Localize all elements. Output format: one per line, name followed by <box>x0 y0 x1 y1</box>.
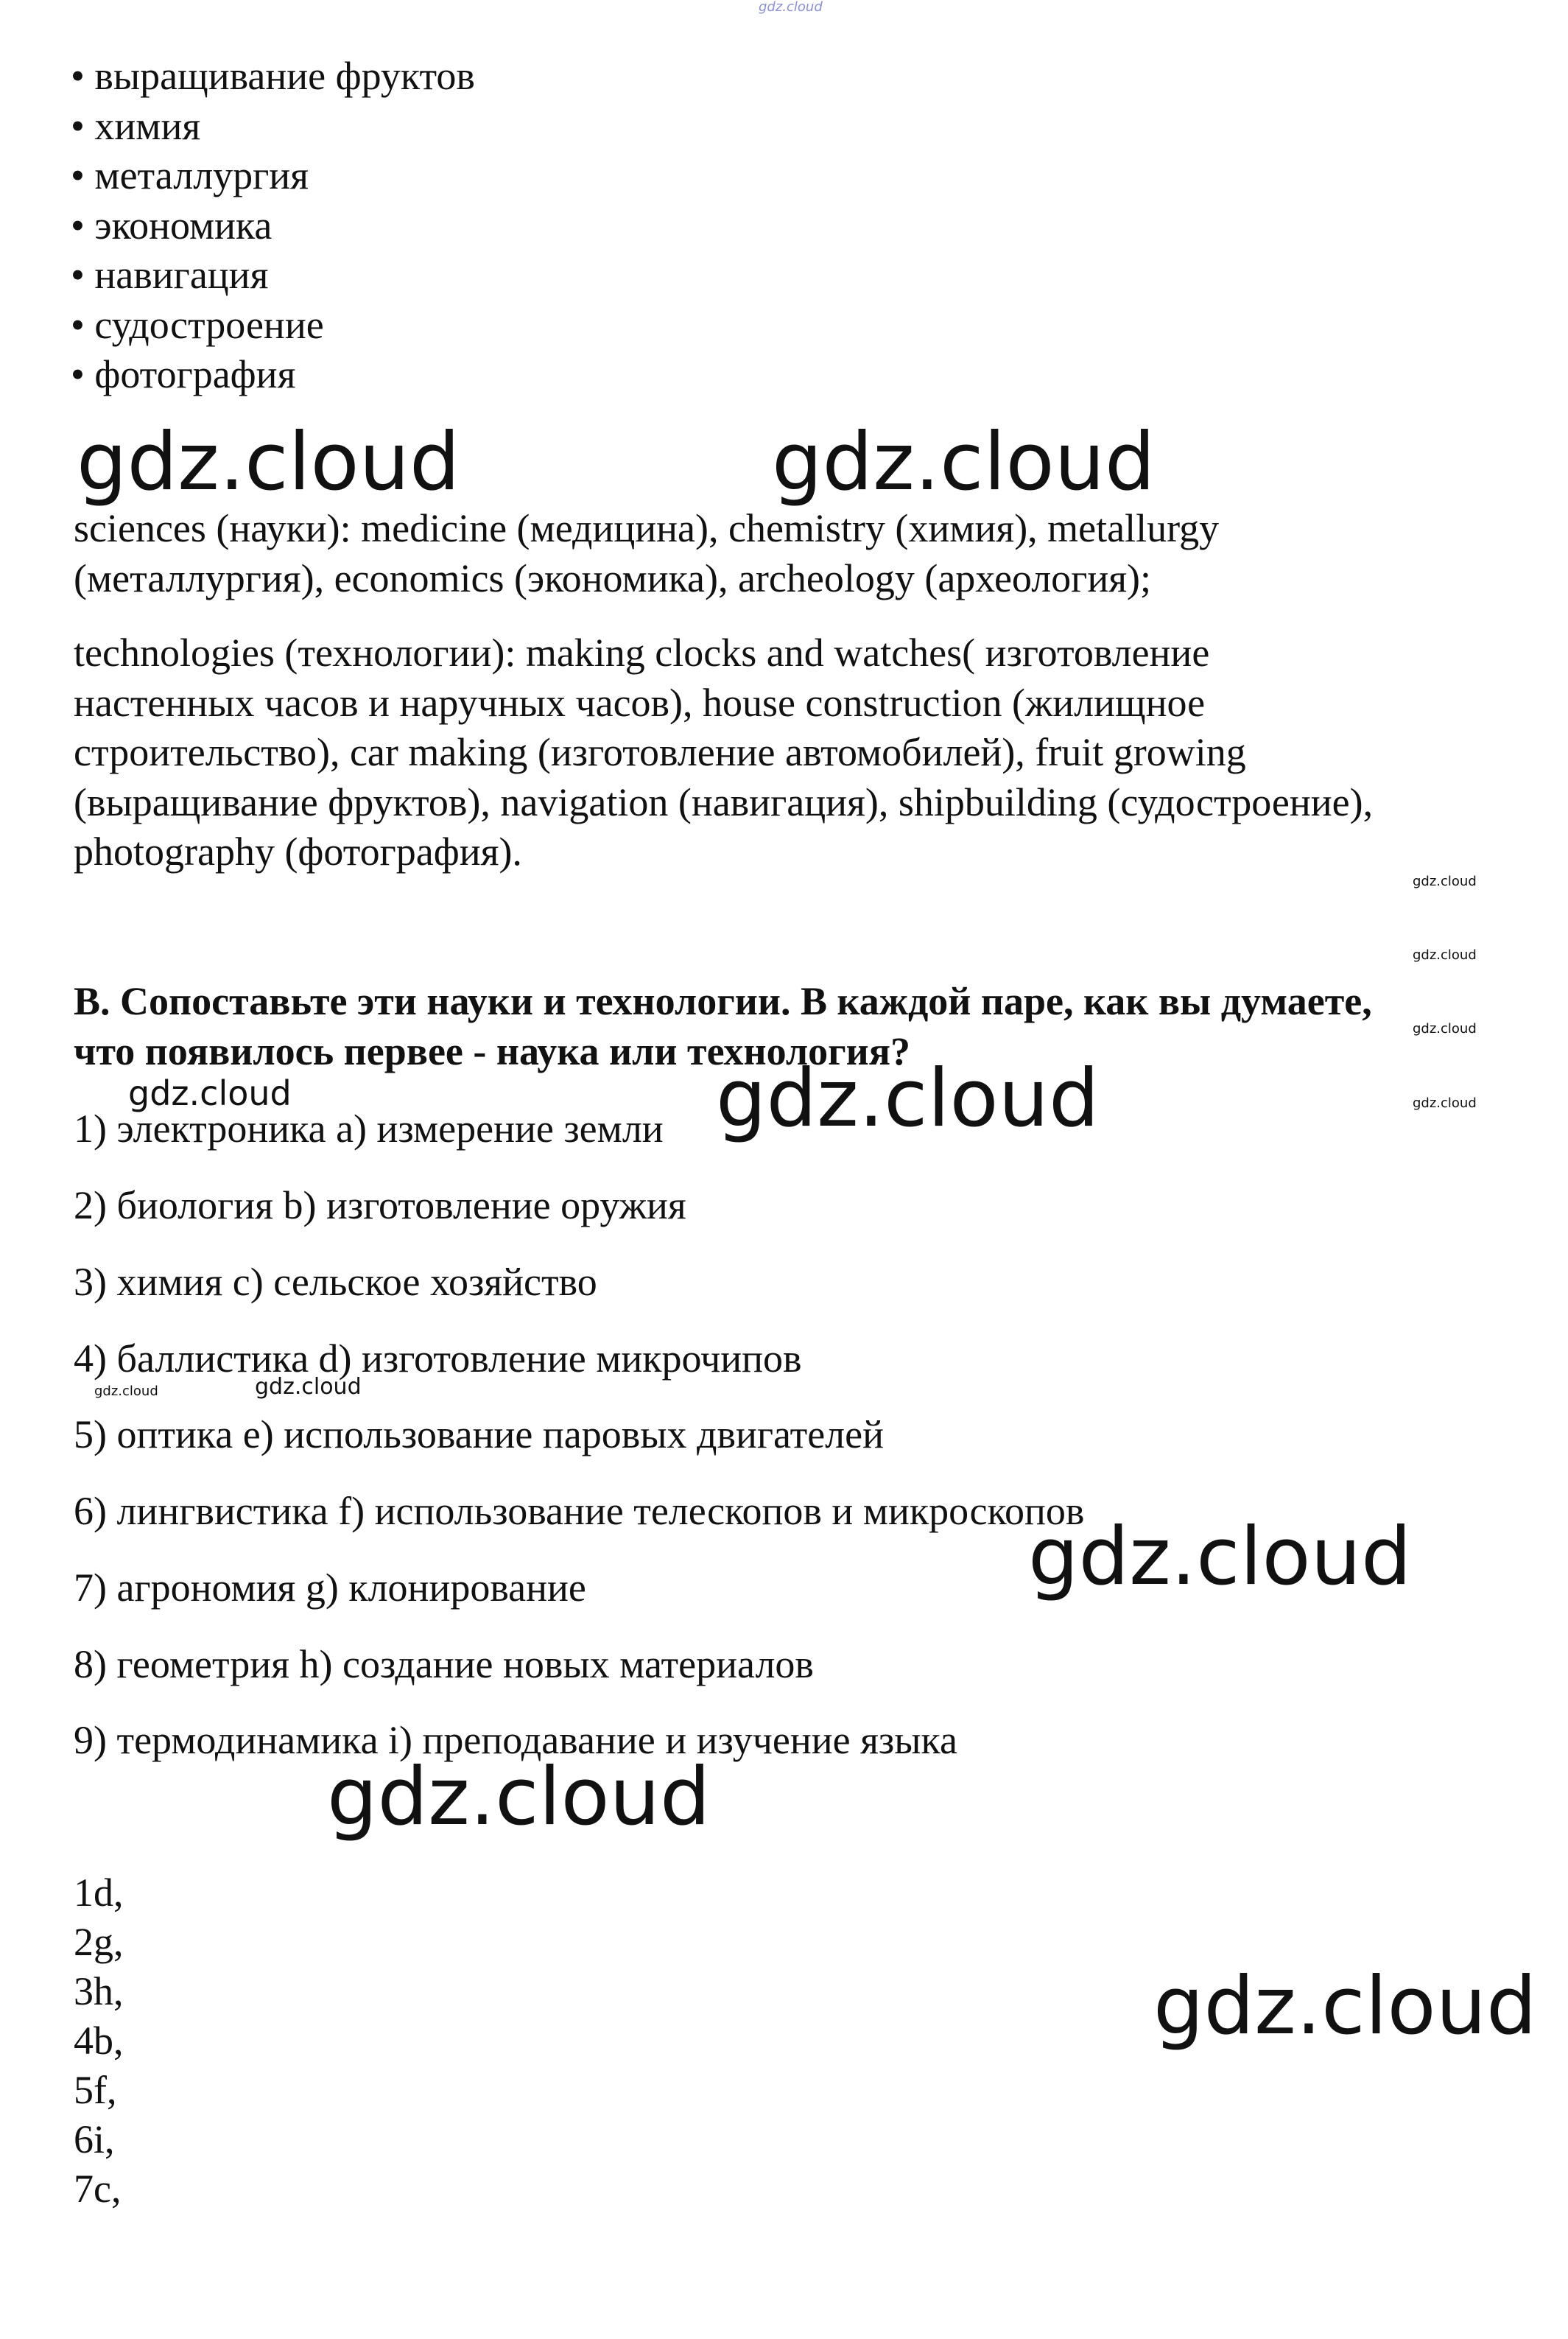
technologies-paragraph: technologies (технологии): making clocks and watches( изготовление настенных часов и наручных часов), house construction (жилищное строительство), car making (изготовление автомобилей), fruit growing (выращивание фруктов), navigation (навигация), shipbuilding (судостроение), photography (фотография). <box>74 631 1374 874</box>
watermark-large: gdz.cloud <box>327 1751 711 1843</box>
pair-item: 3) химия c) сельское хозяйство <box>74 1260 597 1304</box>
watermark-top: gdz.cloud <box>759 0 823 15</box>
watermark-large: gdz.cloud <box>1028 1511 1412 1603</box>
sciences-paragraph: sciences (науки): medicine (медицина), chemistry (химия), metallurgy (металлургия), economics (экономика), archeology (археология); <box>74 506 1220 600</box>
task-heading: B. Сопоставьте эти науки и технологии. В каждой паре, как вы думаете, что появилось первее - наука или технология? <box>74 979 1372 1073</box>
answer-item: 6i, <box>74 2117 115 2161</box>
pair-item: 9) термодинамика i) преподавание и изучение языка <box>74 1718 957 1762</box>
answers-list <box>74 1868 124 2214</box>
pair-item: 8) геометрия h) создание новых материалов <box>74 1642 814 1686</box>
watermark-tiny: gdz.cloud <box>94 1384 158 1399</box>
bullet-list <box>71 52 475 400</box>
answer-item: 2g, <box>74 1920 124 1964</box>
watermark-large: gdz.cloud <box>77 416 460 508</box>
watermark-tiny: gdz.cloud <box>1413 947 1477 963</box>
watermark-large: gdz.cloud <box>772 416 1156 508</box>
bullet-item: • навигация <box>71 253 269 297</box>
bullet-item: • металлургия <box>71 153 309 197</box>
bullet-item: • экономика <box>71 203 273 248</box>
answer-item: 3h, <box>74 1969 124 2013</box>
watermark-large: gdz.cloud <box>716 1053 1100 1145</box>
pair-item: 1) электроника a) измерение земли <box>74 1107 664 1151</box>
pair-item: 5) оптика e) использование паровых двигателей <box>74 1412 884 1456</box>
watermark-medium: gdz.cloud <box>128 1073 292 1113</box>
answer-item: 5f, <box>74 2068 117 2112</box>
pair-item: 6) лингвистика f) использование телескопов и микроскопов <box>74 1489 1085 1533</box>
pair-item: 4) баллистика d) изготовление микрочипов <box>74 1336 802 1381</box>
pair-item: 2) биология b) изготовление оружия <box>74 1183 686 1227</box>
bullet-item: • судостроение <box>71 302 324 347</box>
watermark-tiny: gdz.cloud <box>1413 1095 1477 1111</box>
answer-item: 4b, <box>74 2019 124 2063</box>
pair-item: 7) агрономия g) клонирование <box>74 1565 586 1610</box>
watermark-large: gdz.cloud <box>1153 1960 1537 2052</box>
bullet-item: • химия <box>71 103 201 148</box>
watermark-tiny: gdz.cloud <box>1413 1021 1477 1037</box>
watermark-small: gdz.cloud <box>255 1374 362 1400</box>
watermark-tiny: gdz.cloud <box>1413 874 1477 889</box>
answer-item: 1d, <box>74 1870 124 1915</box>
bullet-item: • выращивание фруктов <box>71 54 475 98</box>
answer-item: 7c, <box>74 2167 122 2211</box>
bullet-item: • фотография <box>71 352 296 396</box>
